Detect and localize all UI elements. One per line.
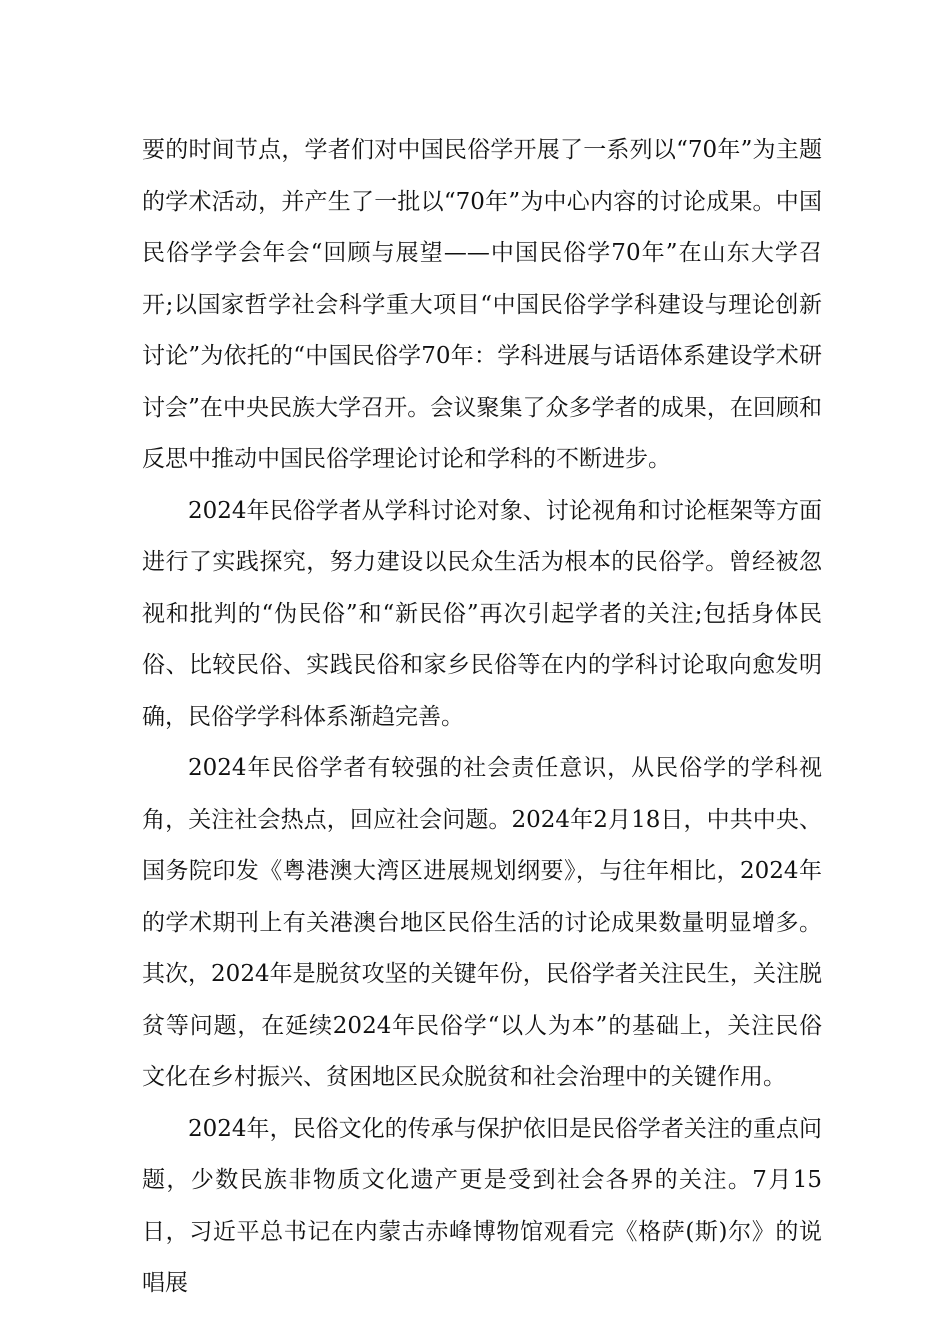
- paragraph-1: 要的时间节点，学者们对中国民俗学开展了一系列以“70年”为主题的学术活动，并产生了一批以“70年”为中心内容的讨论成果。中国民俗学学会年会“回顾与展望——中国民俗学70年”在山东大学召开;以国家哲学社会科学重大项目“中国民俗学学科建设与理论创新讨论”为依托的“中国民俗学70年：学科进展与话语体系建设学术研讨会”在中央民族大学召开。会议聚集了众多学者的成果，在回顾和反思中推动中国民俗学理论讨论和学科的不断进步。: [142, 137, 822, 472]
- paragraph-3: 2024年民俗学者有较强的社会责任意识，从民俗学的学科视角，关注社会热点，回应社会问题。2024年2月18日，中共中央、国务院印发《粤港澳大湾区进展规划纲要》，与往年相比，2024年的学术期刊上有关港澳台地区民俗生活的讨论成果数量明显增多。其次，2024年是脱贫攻坚的关键年份，民俗学者关注民生，关注脱贫等问题，在延续2024年民俗学“以人为本”的基础上，关注民俗文化在乡村振兴、贫困地区民众脱贫和社会治理中的关键作用。: [142, 755, 822, 1090]
- paragraph-4: 2024年，民俗文化的传承与保护依旧是民俗学者关注的重点问题，少数民族非物质文化遗产更是受到社会各界的关注。7月15日，习近平总书记在内蒙古赤峰博物馆观看完《格萨(斯)尔》的说唱展: [142, 1115, 822, 1296]
- document-body: [142, 125, 822, 1310]
- paragraph-2: 2024年民俗学者从学科讨论对象、讨论视角和讨论框架等方面进行了实践探究，努力建设以民众生活为根本的民俗学。曾经被忽视和批判的“伪民俗”和“新民俗”再次引起学者的关注;包括身体民俗、比较民俗、实践民俗和家乡民俗等在内的学科讨论取向愈发明确，民俗学学科体系渐趋完善。: [142, 497, 822, 730]
